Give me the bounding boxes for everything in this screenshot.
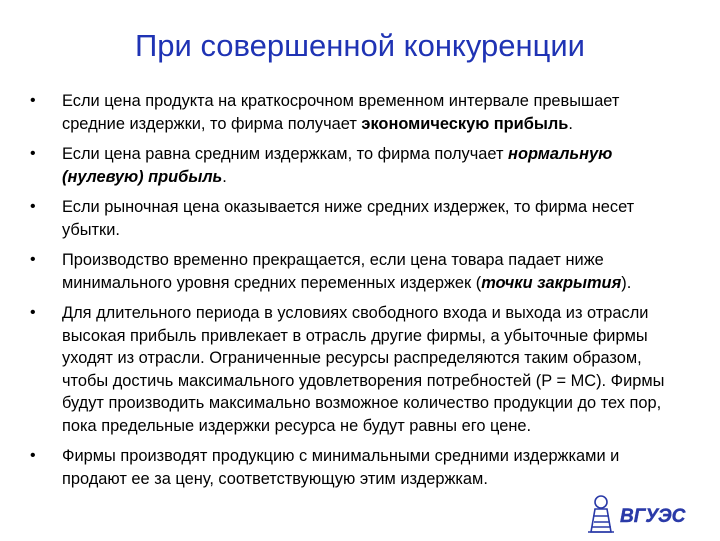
bullet-marker: • <box>30 198 36 215</box>
bullet-text: Если цена продукта на краткосрочном временном интервале превышает средние издержки, то фирма получает <box>62 92 620 133</box>
bullet-marker: • <box>30 251 36 268</box>
bullet-text: Если цена равна средним издержкам, то фирма получает <box>62 145 509 163</box>
bullet-item-long-run <box>30 302 680 437</box>
university-logo <box>584 492 696 536</box>
bullet-item-losses <box>30 196 680 241</box>
bullet-text-end: . <box>568 114 573 133</box>
bullet-item-shutdown-point <box>30 249 680 294</box>
bullet-text: Если рыночная цена оказывается ниже средних издержек, то фирма несет убытки. <box>62 198 635 239</box>
bullet-text: Для длительного периода в условиях свободного входа и выхода из отрасли высокая прибыль привлекает в отрасль другие фирмы, а убыточные фирмы уходят из отрасли. Ограниченные ресурсы распределяются таким образом, чтобы достичь максимального удовлетворения потребностей (P = MC). Фирмы будут производить максимально возможное количество продукции до тех пор, пока предельные издержки ресурса не будут равны его цене. <box>62 304 665 435</box>
bullet-item-economic-profit <box>30 90 680 135</box>
logo-emblem-icon <box>584 492 696 536</box>
bullet-marker: • <box>30 304 36 321</box>
bullet-item-min-costs <box>30 445 680 490</box>
bullet-marker: • <box>30 92 36 109</box>
bullet-item-normal-profit <box>30 143 680 188</box>
bullet-text: Производство временно прекращается, если цена товара падает ниже минимального уровня средних переменных издержек ( <box>62 251 604 292</box>
bullet-text-end: . <box>222 167 227 186</box>
slide-title: При совершенной конкуренции <box>135 28 585 63</box>
bullet-list <box>30 90 680 498</box>
bullet-marker: • <box>30 447 36 464</box>
bullet-text-end: ). <box>621 273 632 292</box>
logo-text: ВГУЭС <box>620 506 686 527</box>
bullet-emphasis: нормальную (нулевую) прибыль <box>62 145 613 186</box>
bullet-text: Фирмы производят продукцию с минимальными средними издержками и продают ее за цену, соответствующую этим издержкам. <box>62 447 620 488</box>
bullet-marker: • <box>30 145 36 162</box>
bullet-emphasis: экономическую прибыль <box>361 114 569 133</box>
bullet-emphasis: точки закрытия <box>481 273 622 292</box>
